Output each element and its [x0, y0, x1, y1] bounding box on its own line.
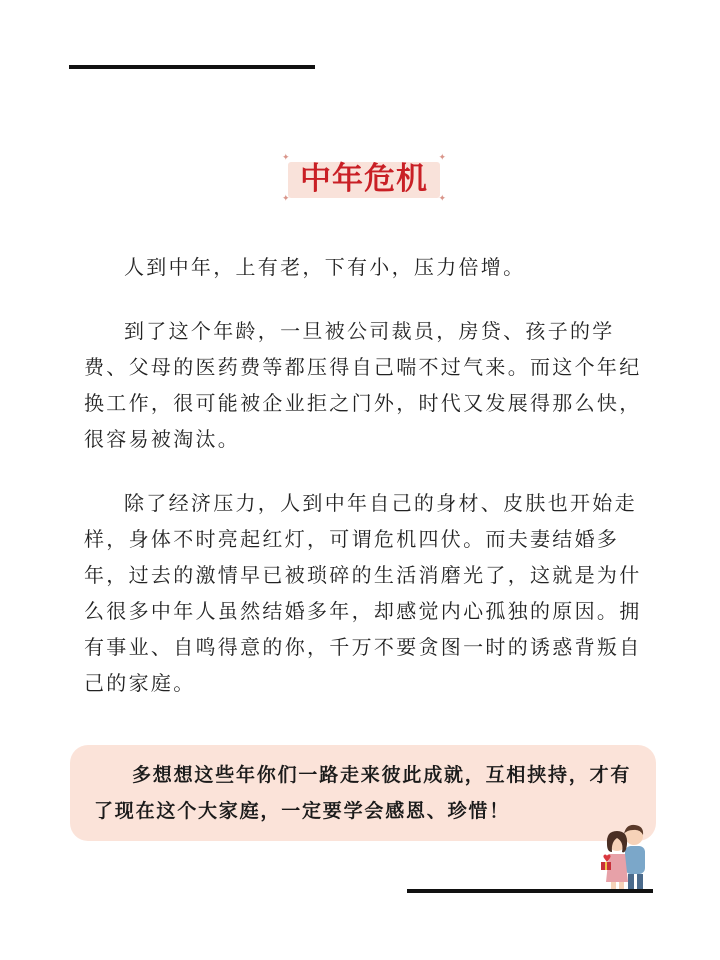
bottom-divider [407, 889, 653, 893]
page-title: 中年危机 [300, 161, 428, 197]
top-divider [69, 65, 315, 69]
callout-text: 多想想这些年你们一路走来彼此成就，互相挟持，才有了现在这个大家庭，一定要学会感恩、珍惜！ [94, 764, 632, 822]
corner-ornament-bottom-right: ✦ [438, 194, 446, 204]
callout-box [70, 745, 656, 841]
couple-illustration-icon [600, 822, 654, 892]
article-body [84, 249, 654, 729]
paragraph-1: 人到中年，上有老，下有小，压力倍增。 [124, 255, 526, 279]
corner-ornament-bottom-left: ✦ [282, 194, 290, 204]
corner-ornament-top-left: ✦ [282, 153, 290, 163]
paragraph-3: 除了经济压力，人到中年自己的身材、皮肤也开始走样，身体不时亮起红灯，可谓危机四伏。而夫妻结婚多年，过去的激情早已被琐碎的生活消磨光了，这就是为什么很多中年人虽然结婚多年，却感觉内心孤独的原因。拥有事业、自鸣得意的你，千万不要贪图一时的诱惑背叛自己的家庭。 [84, 491, 642, 695]
paragraph-2: 到了这个年龄，一旦被公司裁员，房贷、孩子的学费、父母的医药费等都压得自己喘不过气来。而这个年纪换工作，很可能被企业拒之门外，时代又发展得那么快，很容易被淘汰。 [84, 319, 642, 451]
corner-ornament-top-right: ✦ [438, 153, 446, 163]
title-banner [282, 154, 446, 204]
